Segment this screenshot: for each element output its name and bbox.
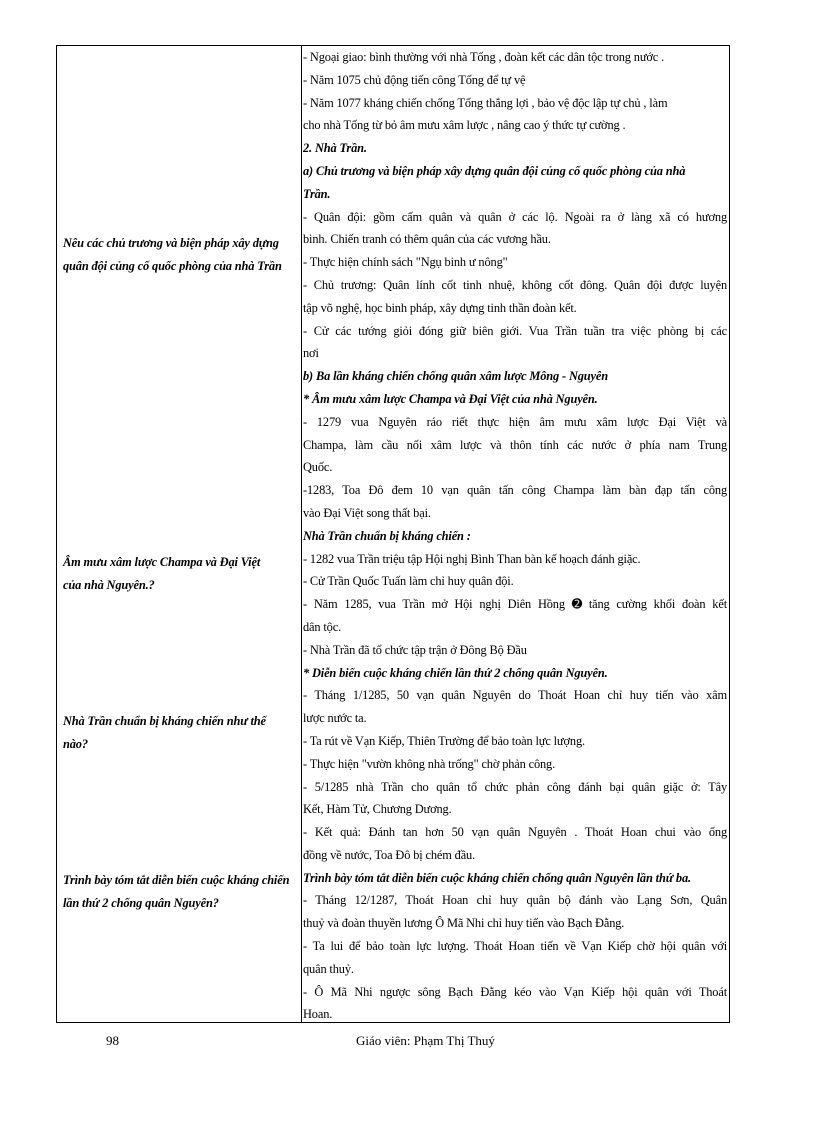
answer-heading: * Diễn biến cuộc kháng chiến lần thứ 2 chống quân Nguyên. (303, 665, 608, 680)
answer-line: nơi (303, 346, 319, 361)
answer-line: đồng về nước, Toa Đô bị chém đầu. (303, 847, 476, 862)
answer-line: Kết, Hàm Tử, Chương Dương. (303, 802, 452, 817)
answer-line: - Cử các tướng giỏi đóng giữ biên giới. Vua Trần tuần tra việc phòng bị các (303, 323, 727, 338)
answer-line: Quốc. (303, 460, 333, 475)
answer-line: binh. Chiến tranh có thêm quân của các vương hầu. (303, 232, 551, 247)
question-line: Nêu các chủ trương và biện pháp xây dựng (63, 236, 279, 250)
answer-line: tập võ nghệ, học binh pháp, xây dựng tinh thần đoàn kết. (303, 300, 577, 315)
answer-heading: Nhà Trần chuẩn bị kháng chiến : (303, 528, 471, 543)
answer-line: - Quân đội: gồm cấm quân và quân ở các lộ. Ngoài ra ở làng xã có hương (303, 209, 727, 224)
question-line: lần thứ 2 chống quân Nguyên? (63, 895, 219, 910)
answer-line: - Ta rút về Vạn Kiếp, Thiên Trường để bảo toàn lực lượng. (303, 733, 585, 748)
question-line: Âm mưu xâm lược Champa và Đại Việt (63, 555, 261, 569)
answer-line: - Ta lui để bảo toàn lực lượng. Thoát Hoan tiến về Vạn Kiếp chờ hội quân với (303, 939, 727, 954)
answer-line: - Thực hiện chính sách "Ngụ binh ư nông" (303, 255, 508, 270)
question-1 (63, 232, 303, 277)
answer-line: lược nước ta. (303, 711, 367, 726)
answer-line: Champa, làm cầu nối xâm lược và thôn tính các nước ở phía nam Trung (303, 437, 727, 452)
question-2 (63, 551, 303, 596)
answer-heading: b) Ba lần kháng chiến chống quân xâm lược Mông - Nguyên (303, 369, 608, 384)
answer-line: - Ngoại giao: bình thường với nhà Tống , đoàn kết các dân tộc trong nước . (303, 50, 665, 64)
answer-line: thuỷ và đoàn thuyền lương Ô Mã Nhi chỉ huy tiến vào Bạch Đằng. (303, 916, 625, 931)
question-line: Nhà Trần chuẩn bị kháng chiến như thế (63, 714, 266, 728)
content-table (56, 45, 730, 1023)
answer-heading: * Âm mưu xâm lược Champa và Đại Việt của nhà Nguyên. (303, 391, 598, 406)
answer-heading: Trình bày tóm tắt diễn biến cuộc kháng chiến chống quân Nguyên lần thứ ba. (303, 870, 691, 885)
answer-heading: Trần. (303, 186, 331, 201)
answer-line: - Ô Mã Nhi ngược sông Bạch Đằng kéo vào Vạn Kiếp hội quân với Thoát (303, 984, 727, 999)
question-line: quân đội củng cố quốc phòng của nhà Trần (63, 258, 282, 273)
answer-line: cho nhà Tống từ bỏ âm mưu xâm lược , nâng cao ý thức tự cường . (303, 118, 626, 133)
answer-line: - 5/1285 nhà Trần cho quân tổ chức phản công đánh bại quân giặc ở: Tây (303, 779, 727, 794)
answer-line: - Cử Trần Quốc Tuấn làm chỉ huy quân đội. (303, 574, 514, 589)
answer-line: - Nhà Trần đã tổ chức tập trận ở Đông Bộ Đầu (303, 642, 527, 657)
answer-line: - 1282 vua Trần triệu tập Hội nghị Bình Than bàn kế hoạch đánh giặc. (303, 551, 641, 566)
footer-teacher: Giáo viên: Phạm Thị Thuý (356, 1033, 495, 1048)
answer-line: - Tháng 12/1287, Thoát Hoan chỉ huy quân bộ đánh vào Lạng Sơn, Quân (303, 893, 727, 908)
question-4 (63, 869, 303, 914)
answer-line: quân thuỷ. (303, 961, 354, 976)
answer-heading: 2. Nhà Trần. (303, 141, 367, 156)
answer-line: - 1279 vua Nguyên ráo riết thực hiện âm mưu xâm lược Đại Việt và (303, 414, 727, 429)
answer-line: -1283, Toa Đô đem 10 vạn quân tấn công Champa làm bàn đạp tấn công (303, 483, 727, 498)
answer-line: - Tháng 1/1285, 50 vạn quân Nguyên do Thoát Hoan chỉ huy tiến vào xâm (303, 688, 727, 703)
answer-line: - Kết quả: Đánh tan hơn 50 vạn quân Nguyên . Thoát Hoan chui vào ống (303, 825, 727, 840)
answer-line: - Năm 1285, vua Trần mở Hội nghị Diên Hồng ➋ tăng cường khối đoàn kết (303, 597, 727, 612)
answer-line: - Thực hiện "vườn không nhà trống" chờ phản công. (303, 756, 556, 771)
question-3 (63, 710, 303, 755)
answer-heading: a) Chủ trương và biện pháp xây dựng quân đội củng cố quốc phòng của nhà (303, 163, 686, 178)
answer-line: dân tộc. (303, 619, 342, 634)
answer-column (303, 46, 727, 1026)
question-line: của nhà Nguyên.? (63, 577, 155, 592)
question-line: Trình bày tóm tắt diễn biến cuộc kháng chiến (63, 873, 290, 887)
answer-line: - Năm 1075 chủ động tiến công Tống để tự vệ (303, 72, 526, 87)
answer-line: - Năm 1077 kháng chiến chống Tống thắng lợi , bảo vệ độc lập tự chủ , làm (303, 95, 668, 110)
page-number: 98 (106, 1033, 119, 1048)
answer-line: vào Đại Việt song thất bại. (303, 505, 431, 520)
question-line: nào? (63, 736, 88, 751)
answer-line: - Chủ trương: Quân lính cốt tinh nhuệ, không cốt đông. Quân đội được luyện (303, 277, 727, 292)
answer-line: Hoan. (303, 1007, 333, 1022)
